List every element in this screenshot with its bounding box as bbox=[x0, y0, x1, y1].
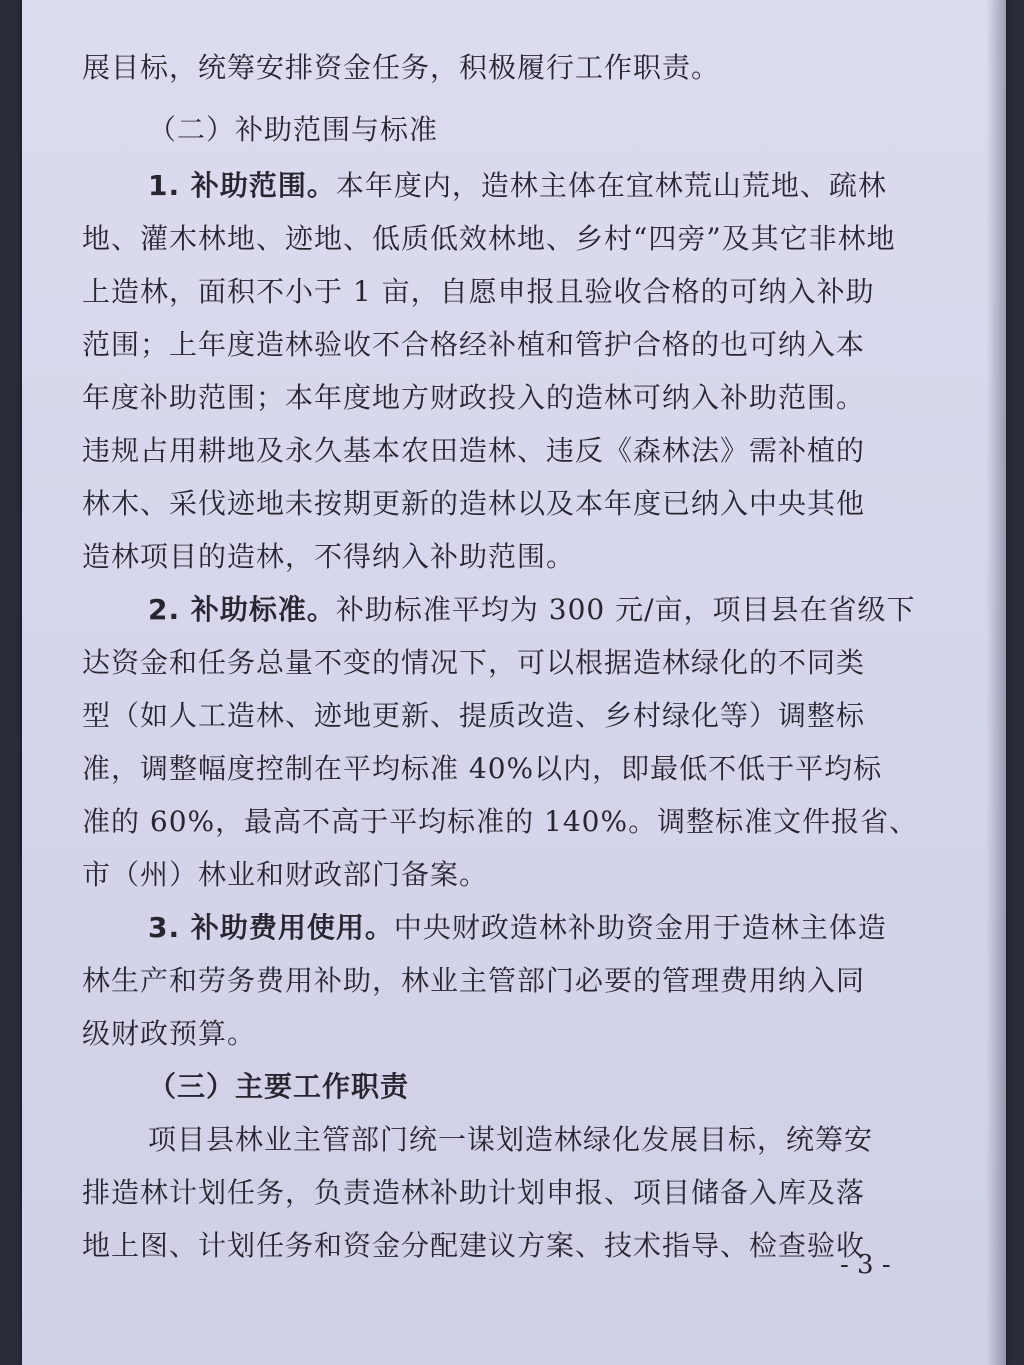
paragraph-first-line bbox=[148, 164, 887, 204]
paragraph-first-line bbox=[148, 906, 887, 946]
subheading-usage: 3. 补助费用使用。 bbox=[148, 911, 394, 944]
text-line: 型（如人工造林、迹地更新、提质改造、乡村绿化等）调整标 bbox=[82, 699, 866, 732]
paragraph-first-line bbox=[148, 588, 916, 628]
text-span: 中央财政造林补助资金用于造林主体造 bbox=[393, 911, 887, 944]
section-heading: （三）主要工作职责 bbox=[148, 1070, 410, 1103]
text-line: 展目标，统筹安排资金任务，积极履行工作职责。 bbox=[82, 51, 721, 84]
text-line: 项目县林业主管部门统一谋划造林绿化发展目标，统筹安 bbox=[148, 1123, 874, 1156]
text-line: 范围；上年度造林验收不合格经补植和管护合格的也可纳入本 bbox=[82, 328, 866, 361]
text-line: 造林项目的造林，不得纳入补助范围。 bbox=[82, 540, 576, 573]
text-span: 本年度内，造林主体在宜林荒山荒地、疏林 bbox=[335, 169, 887, 202]
text-line: 排造林计划任务，负责造林补助计划申报、项目储备入库及落 bbox=[82, 1176, 866, 1209]
text-line: 地、灌木林地、迹地、低质低效林地、乡村“四旁”及其它非林地 bbox=[82, 222, 896, 255]
text-line: 林生产和劳务费用补助，林业主管部门必要的管理费用纳入同 bbox=[82, 964, 866, 997]
text-line: 林木、采伐迹地未按期更新的造林以及本年度已纳入中央其他 bbox=[82, 487, 866, 520]
subheading-scope: 1. 补助范围。 bbox=[148, 169, 336, 202]
text-line: 年度补助范围；本年度地方财政投入的造林可纳入补助范围。 bbox=[82, 381, 866, 414]
page-number: - 3 - bbox=[840, 1250, 891, 1280]
text-span: 补助标准平均为 300 元/亩，项目县在省级下 bbox=[335, 593, 916, 626]
text-line: 上造林，面积不小于 1 亩，自愿申报且验收合格的可纳入补助 bbox=[82, 275, 875, 308]
subheading-standard: 2. 补助标准。 bbox=[148, 593, 336, 626]
text-line: 达资金和任务总量不变的情况下，可以根据造林绿化的不同类 bbox=[82, 646, 866, 679]
text-line: 准的 60%，最高不高于平均标准的 140%。调整标准文件报省、 bbox=[82, 805, 919, 838]
text-line: 地上图、计划任务和资金分配建议方案、技术指导、检查验收 bbox=[82, 1229, 866, 1262]
text-line: 违规占用耕地及永久基本农田造林、违反《森林法》需补植的 bbox=[82, 434, 866, 467]
document-page bbox=[22, 0, 1006, 1365]
text-line: 级财政预算。 bbox=[82, 1017, 257, 1050]
section-heading: （二）补助范围与标准 bbox=[148, 113, 439, 146]
page-edge-shadow bbox=[986, 0, 1006, 1365]
text-line: 市（州）林业和财政部门备案。 bbox=[82, 858, 489, 891]
text-line: 准，调整幅度控制在平均标准 40%以内，即最低不低于平均标 bbox=[82, 752, 883, 785]
